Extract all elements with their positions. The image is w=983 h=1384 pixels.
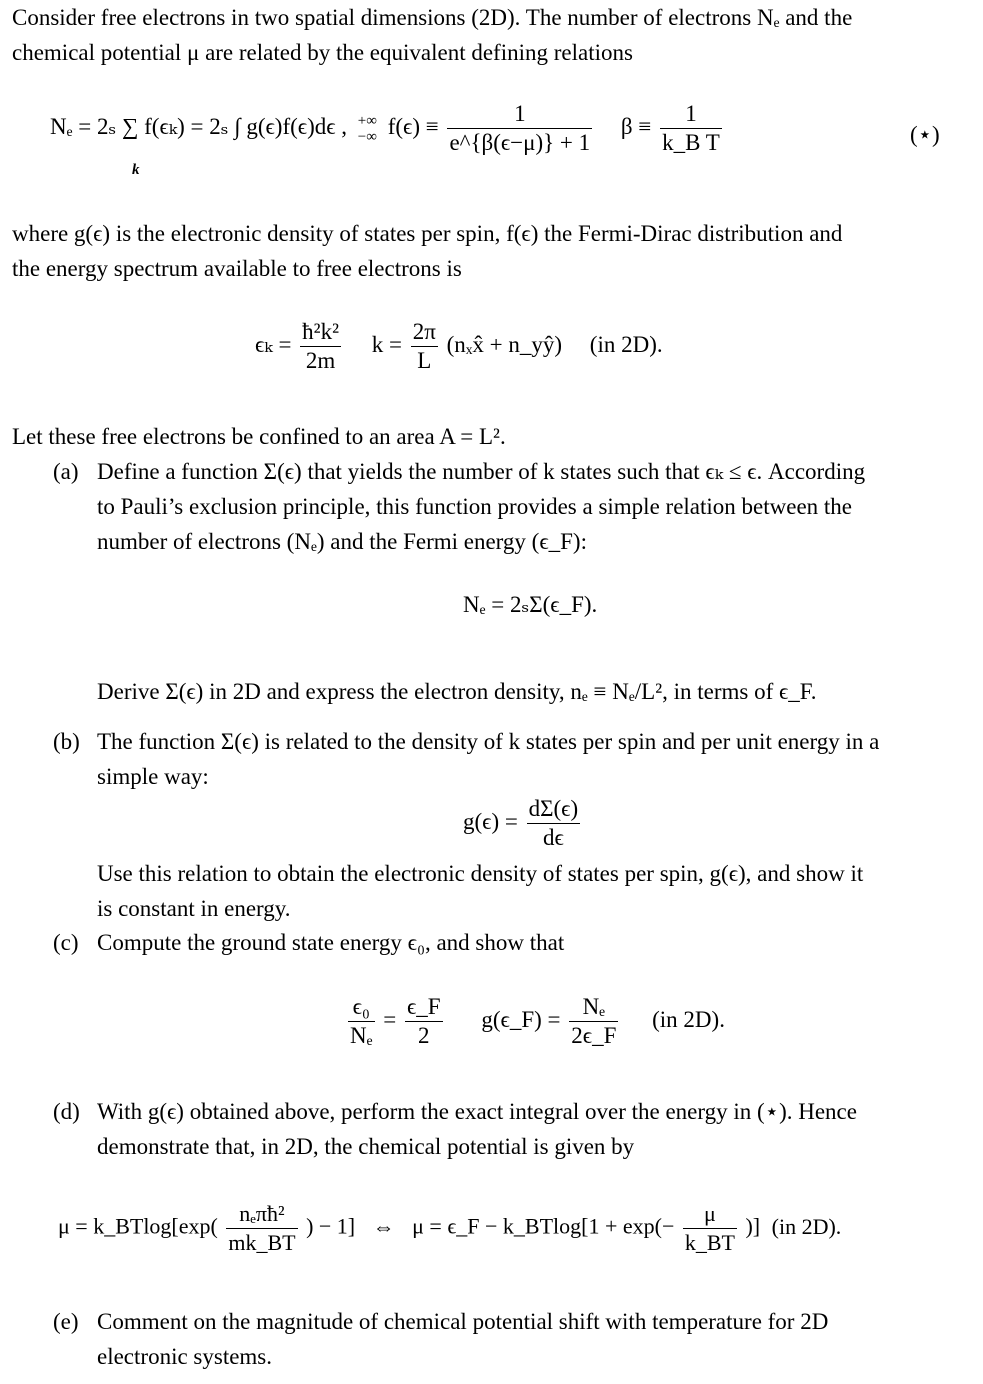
spectrum-note: (in 2D). (589, 331, 663, 357)
gef-lhs: g(ϵ_F) = (481, 1006, 561, 1032)
mu1-numerator: nₑπħ² (226, 1200, 297, 1229)
eq-star-beta: β ≡ (620, 113, 652, 139)
k-lhs: k = (371, 331, 402, 357)
sum-index: k (132, 162, 140, 178)
beta-fraction (660, 100, 722, 157)
ef-denominator: 2 (418, 1023, 430, 1048)
fermi-dirac-fraction (447, 100, 592, 157)
intro-line-2: chemical potential μ are related by the equivalent defining relations (12, 40, 633, 65)
part-a-derive: Derive Σ(ϵ) in 2D and express the electron density, nₑ ≡ Nₑ/L², in terms of ϵ_F. (97, 679, 817, 704)
eq-star-fdef: f(ϵ) ≡ (387, 113, 439, 139)
part-d-note: (in 2D). (771, 1213, 842, 1239)
mu2-fraction (683, 1200, 737, 1257)
where-line-1: where g(ϵ) is the electronic density of states per spin, f(ϵ) the Fermi-Dirac distribution and (12, 221, 843, 246)
dsigma-fraction (527, 795, 581, 852)
beta-denominator: k_B T (662, 130, 720, 155)
part-b-line-3: Use this relation to obtain the electronic density of states per spin, g(ϵ), and show it (97, 861, 864, 886)
equation-star (50, 100, 725, 157)
ef-half-fraction (405, 993, 443, 1050)
dsigma-denominator: dϵ (542, 825, 564, 850)
part-d-label: (d) (53, 1099, 80, 1124)
beta-numerator: 1 (660, 100, 722, 129)
confine-text: Let these free electrons be confined to an area A = L². (12, 424, 506, 449)
k-numerator: 2π (411, 318, 438, 347)
eq-star-tag: (⋆) (910, 122, 940, 147)
ef-numerator: ϵ_F (405, 993, 443, 1022)
equation-spectrum (255, 318, 663, 375)
part-d-line-1: With g(ϵ) obtained above, perform the exact integral over the energy in (⋆). Hence (97, 1099, 857, 1124)
ek-lhs: ϵₖ = (255, 331, 292, 357)
e0-numerator: ϵ₀ (348, 993, 375, 1022)
part-a-equation: Nₑ = 2ₛΣ(ϵ_F). (463, 592, 598, 617)
mu2-denominator: k_BT (684, 1230, 735, 1255)
part-a-line-1: Define a function Σ(ϵ) that yields the number of k states such that ϵₖ ≤ ϵ. According (97, 459, 866, 484)
part-c-label: (c) (53, 930, 79, 955)
mu1-lhs: μ = k_BTlog[exp( (58, 1213, 218, 1239)
part-d-equation (58, 1200, 841, 1257)
part-c-equation (345, 993, 725, 1050)
mu1-fraction (226, 1200, 297, 1257)
part-e-line-1: Comment on the magnitude of chemical potential shift with temperature for 2D (97, 1309, 829, 1334)
part-a-label: (a) (53, 459, 79, 484)
g-lhs: g(ϵ) = (463, 808, 518, 834)
part-a-line-3: number of electrons (Nₑ) and the Fermi energy (ϵ_F): (97, 529, 587, 554)
fd-denominator: e^{β(ϵ−μ)} + 1 (449, 130, 591, 155)
part-b-equation (463, 795, 583, 852)
part-b-line-4: is constant in energy. (97, 896, 291, 921)
fd-numerator: 1 (447, 100, 592, 129)
dsigma-numerator: dΣ(ϵ) (527, 795, 581, 824)
k-fraction (411, 318, 438, 375)
where-line-2: the energy spectrum available to free electrons is (12, 256, 462, 281)
part-b-label: (b) (53, 729, 80, 754)
part-c-line-1: Compute the ground state energy ϵ₀, and show that (97, 930, 565, 955)
c-eqsign: = (383, 1006, 397, 1032)
part-b-line-1: The function Σ(ϵ) is related to the density of k states per spin and per unit energy in a (97, 729, 880, 754)
int-upper: +∞ (357, 112, 377, 129)
mu2-numerator: μ (683, 1200, 737, 1229)
gef-fraction (569, 993, 618, 1050)
gef-denominator: 2ϵ_F (571, 1023, 617, 1048)
mu1-rhs: ) − 1] (306, 1213, 356, 1239)
k-rest: (nₓx̂ + n_yŷ) (446, 331, 563, 357)
mu1-denominator: mk_BT (228, 1230, 296, 1255)
mu2-lhs: μ = ϵ_F − k_BTlog[1 + exp(− (412, 1213, 675, 1239)
eq-star-lhs: Nₑ = 2ₛ ∑ f(ϵₖ) = 2ₛ ∫ g(ϵ)f(ϵ)dϵ , (50, 113, 348, 139)
int-lower: −∞ (357, 128, 377, 145)
e0-denominator: Nₑ (350, 1023, 373, 1048)
ek-denominator: 2m (305, 348, 336, 373)
ek-numerator: ħ²k² (300, 318, 341, 347)
intro-line-1: Consider free electrons in two spatial dimensions (2D). The number of electrons Nₑ and the (12, 5, 853, 30)
iff-symbol: ⇔ (372, 1213, 395, 1239)
ek-fraction (300, 318, 341, 375)
part-e-label: (e) (53, 1309, 79, 1334)
mu2-rhs: )] (745, 1213, 761, 1239)
gef-numerator: Nₑ (569, 993, 618, 1022)
part-a-line-2: to Pauli’s exclusion principle, this function provides a simple relation between the (97, 494, 853, 519)
part-e-line-2: electronic systems. (97, 1344, 273, 1369)
eq-star-int-limits (356, 113, 379, 145)
k-denominator: L (417, 348, 432, 373)
part-b-line-2: simple way: (97, 764, 209, 789)
part-d-line-2: demonstrate that, in 2D, the chemical potential is given by (97, 1134, 635, 1159)
part-c-note: (in 2D). (652, 1006, 725, 1032)
e0-fraction (348, 993, 375, 1050)
